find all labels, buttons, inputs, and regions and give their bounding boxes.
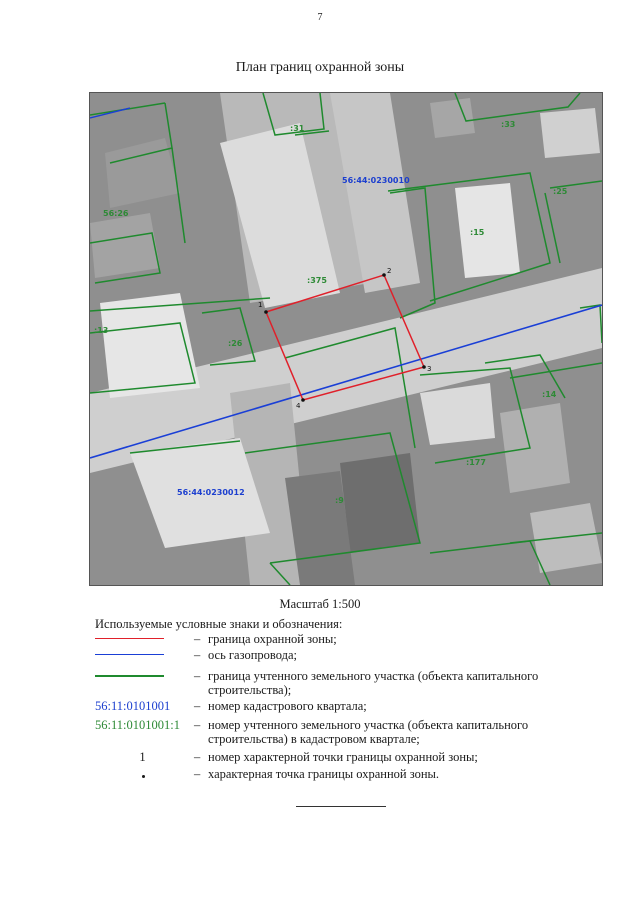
legend-text: номер характерной точки границы охранной зоны;	[208, 750, 478, 764]
parcel-label: :31	[290, 124, 305, 133]
page-number: 7	[317, 12, 323, 23]
legend-dash: –	[194, 648, 201, 662]
legend-text: ось газопровода;	[208, 648, 298, 662]
point-number-symbol: 1	[139, 750, 146, 764]
parcel-label: :25	[553, 187, 568, 196]
parcel-label: :375	[307, 276, 327, 285]
parcel-label: 56:26	[103, 209, 129, 218]
gas-axis-line-symbol	[95, 648, 190, 662]
parcel-label: :13	[94, 326, 109, 335]
parcel-label: :33	[501, 120, 516, 129]
quarter-number-symbol: 56:11:0101001	[95, 699, 171, 713]
parcel-number-symbol: 56:11:0101001:1	[95, 718, 180, 732]
quarter-label: 56:44:0230012	[177, 488, 245, 497]
parcel-label: :14	[542, 390, 557, 399]
legend-heading: Используемые условные знаки и обозначения:	[95, 617, 343, 631]
parcel-label: :177	[466, 458, 486, 467]
legend-text: номер учтенного земельного участка (объекта капитального строительства) в кадастровом квартале;	[208, 718, 529, 746]
quarter-label: 56:44:0230010	[342, 176, 410, 185]
plan-title: План границ охранной зоны	[235, 60, 405, 75]
legend-text: номер кадастрового квартала;	[208, 699, 367, 713]
zone-border-line-symbol	[95, 632, 190, 646]
cadastral-map	[89, 92, 603, 586]
parcel-label: :15	[470, 228, 485, 237]
zone-point-label: 2	[387, 267, 392, 275]
end-rule	[296, 806, 386, 807]
parcel-border-line-symbol	[95, 669, 190, 683]
legend-text: характерная точка границы охранной зоны.	[208, 767, 440, 781]
map-scale: Масштаб 1:500	[279, 597, 361, 611]
zone-point-label: 1	[258, 301, 263, 309]
legend-dash: –	[194, 632, 201, 646]
zone-point-label: 3	[427, 365, 432, 373]
legend-dash: –	[194, 718, 201, 732]
legend-dash: –	[194, 699, 201, 713]
legend-text: граница охранной зоны;	[208, 632, 337, 646]
legend-text: граница учтенного земельного участка (объекта капитального строительства);	[208, 669, 539, 697]
parcel-label: :9	[335, 496, 344, 505]
legend-dash: –	[194, 750, 201, 764]
point-dot-icon	[95, 767, 190, 781]
parcel-label: :26	[228, 339, 243, 348]
legend-dash: –	[194, 767, 201, 781]
zone-point-label: 4	[296, 402, 301, 410]
legend-dash: –	[194, 669, 201, 683]
